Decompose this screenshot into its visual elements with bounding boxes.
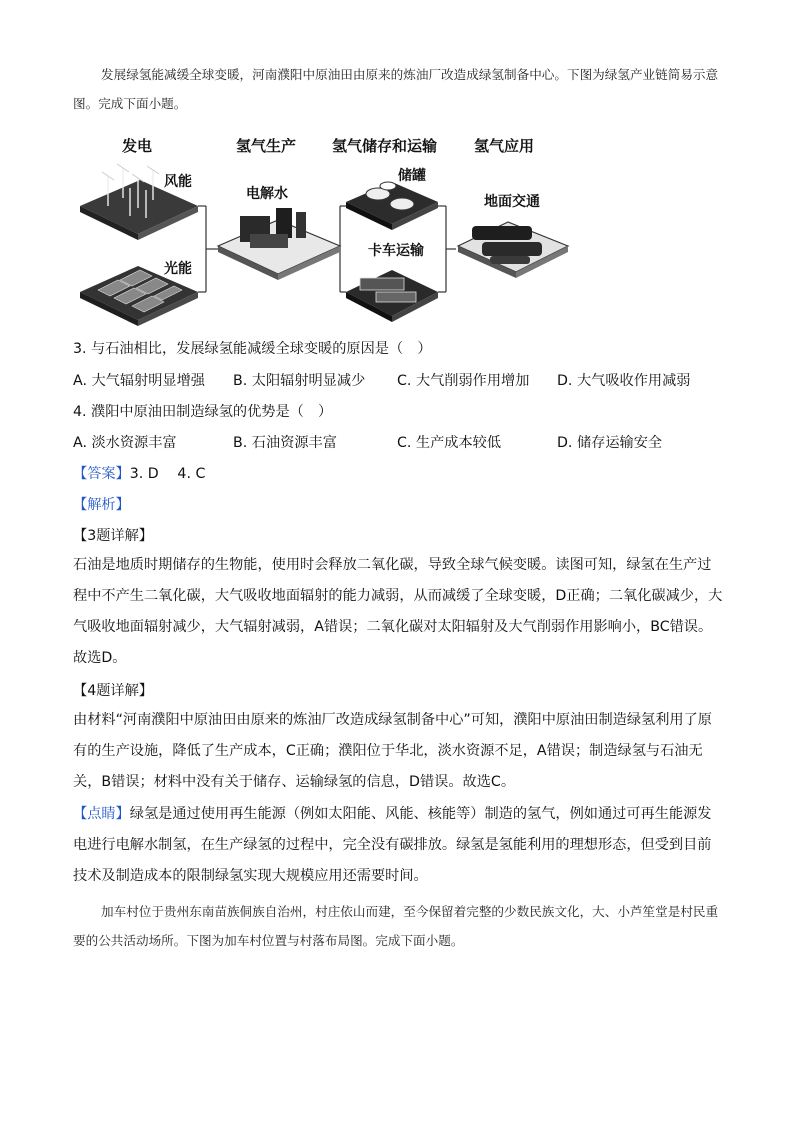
hydrogen-chain-diagram <box>78 128 578 330</box>
question-4-option-b: B. 石油资源丰富 <box>233 435 337 451</box>
detail-4-text: 由材料“河南濮阳中原油田由原来的炼油厂改造成绿氢制备中心”可知，濮阳中原油田制造绿氢利用了原有的生产设施，降低了生产成本，C正确；濮阳位于华北，淡水资源不足，A错误；制造绿氢与石油无关，B错误；材料中没有关于储存、运输绿氢的信息，D错误。故选C。 <box>73 712 712 790</box>
answer-line <box>73 463 205 483</box>
stage-label-application: 氢气应用 <box>474 137 535 155</box>
intro-paragraph-1: 发展绿氢能减缓全球变暖，河南濮阳中原油田由原来的炼油厂改造成绿氢制备中心。下图为绿氢产业链简易示意图。完成下面小题。 <box>73 67 719 111</box>
tip-paragraph <box>73 799 723 892</box>
question-4-stem: 4. 濮阳中原油田制造绿氢的优势是（ ） <box>73 404 333 420</box>
storage-tank-picture <box>346 182 438 230</box>
stage-label-production: 氢气生产 <box>236 137 297 155</box>
question-3-option-d: D. 大气吸收作用减弱 <box>557 373 691 389</box>
answer-tag: 【答案】 <box>73 466 130 482</box>
question-4-option-c: C. 生产成本较低 <box>397 435 502 451</box>
question-3-option-b: B. 太阳辐射明显减少 <box>233 373 366 389</box>
tip-tag: 【点睛】 <box>73 806 130 822</box>
question-4-option-d: D. 储存运输安全 <box>557 435 663 451</box>
truck-transport-picture <box>346 270 438 322</box>
label-truck: 卡车运输 <box>368 243 424 259</box>
label-electrolysis: 电解水 <box>246 186 288 202</box>
stage-label-storage-transport: 氢气储存和运输 <box>332 137 438 155</box>
analysis-tag: 【解析】 <box>73 497 130 513</box>
detail-3-title: 【3题详解】 <box>73 528 153 544</box>
question-3-option-c: C. 大气削弱作用增加 <box>397 373 530 389</box>
label-wind: 风能 <box>164 174 192 190</box>
label-solar: 光能 <box>164 261 192 277</box>
diagram-graphic <box>78 128 578 330</box>
label-storage-tank: 储罐 <box>398 168 426 184</box>
label-ground-traffic: 地面交通 <box>484 194 540 210</box>
question-4-option-a: A. 淡水资源丰富 <box>73 435 177 451</box>
detail-4-title: 【4题详解】 <box>73 683 153 699</box>
answer-text: 3. D 4. C <box>129 466 206 482</box>
tip-text: 绿氢是通过使用再生能源（例如太阳能、风能、核能等）制造的氢气，例如通过可再生能源发电进行电解水制氢，在生产绿氢的过程中，完全没有碳排放。绿氢是氢能利用的理想形态，但受到目前技术及制造成本的限制绿氢实现大规模应用还需要时间。 <box>73 806 712 884</box>
question-3-option-a: A. 大气辐射明显增强 <box>73 373 205 389</box>
intro-paragraph-2: 加车村位于贵州东南苗族侗族自治州，村庄依山而建，至今保留着完整的少数民族文化，大、小芦笙堂是村民重要的公共活动场所。下图为加车村位置与村落布局图。完成下面小题。 <box>73 904 719 948</box>
stage-label-power: 发电 <box>122 137 153 155</box>
question-3-stem: 3. 与石油相比，发展绿氢能减缓全球变暖的原因是（ ） <box>73 341 432 357</box>
detail-3-text: 石油是地质时期储存的生物能，使用时会释放二氧化碳，导致全球气候变暖。读图可知，绿氢在生产过程中不产生二氧化碳，大气吸收地面辐射的能力减弱，从而减缓了全球变暖，D正确；二氧化碳减少，大气吸收地面辐射减少，大气辐射减弱，A错误；二氧化碳对太阳辐射及大气削弱作用影响小，BC错误。故选D。 <box>73 557 723 666</box>
ground-traffic-picture <box>458 222 568 278</box>
electrolysis-plant-picture <box>218 208 340 280</box>
